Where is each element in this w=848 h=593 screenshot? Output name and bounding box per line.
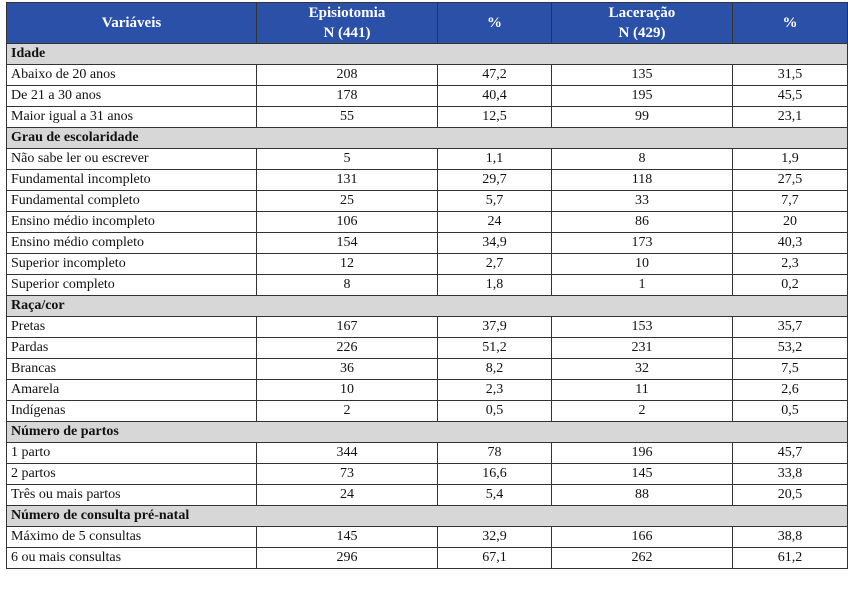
episiotomia-n: 5 xyxy=(257,149,438,170)
row-label: Indígenas xyxy=(7,401,257,422)
laceracao-n: 153 xyxy=(552,317,733,338)
laceracao-n: 262 xyxy=(552,548,733,569)
header-percent-laceracao: % xyxy=(733,3,848,44)
episiotomia-n: 208 xyxy=(257,65,438,86)
laceracao-percent: 27,5 xyxy=(733,170,848,191)
episiotomia-n: 55 xyxy=(257,107,438,128)
episiotomia-percent: 5,4 xyxy=(438,485,552,506)
row-label: Brancas xyxy=(7,359,257,380)
episiotomia-n: 8 xyxy=(257,275,438,296)
header-row xyxy=(7,3,848,44)
row-label: Fundamental incompleto xyxy=(7,170,257,191)
header-laceracao xyxy=(552,3,733,44)
laceracao-n: 231 xyxy=(552,338,733,359)
header-episiotomia xyxy=(257,3,438,44)
episiotomia-percent: 32,9 xyxy=(438,527,552,548)
table-row xyxy=(7,317,848,338)
episiotomia-percent: 47,2 xyxy=(438,65,552,86)
episiotomia-percent: 1,8 xyxy=(438,275,552,296)
episiotomia-percent: 34,9 xyxy=(438,233,552,254)
episiotomia-n: 2 xyxy=(257,401,438,422)
row-label: Amarela xyxy=(7,380,257,401)
row-label: Três ou mais partos xyxy=(7,485,257,506)
row-label: Maior igual a 31 anos xyxy=(7,107,257,128)
row-label: Pretas xyxy=(7,317,257,338)
table-body xyxy=(7,44,848,569)
laceracao-n: 10 xyxy=(552,254,733,275)
laceracao-n: 33 xyxy=(552,191,733,212)
laceracao-n: 135 xyxy=(552,65,733,86)
laceracao-percent: 31,5 xyxy=(733,65,848,86)
table-row xyxy=(7,233,848,254)
section-title: Raça/cor xyxy=(7,296,848,317)
episiotomia-n: 145 xyxy=(257,527,438,548)
row-label: De 21 a 30 anos xyxy=(7,86,257,107)
laceracao-n: 166 xyxy=(552,527,733,548)
laceracao-percent: 20 xyxy=(733,212,848,233)
laceracao-percent: 53,2 xyxy=(733,338,848,359)
section-row xyxy=(7,296,848,317)
laceracao-n: 8 xyxy=(552,149,733,170)
table-row xyxy=(7,107,848,128)
episiotomia-n: 154 xyxy=(257,233,438,254)
row-label: Não sabe ler ou escrever xyxy=(7,149,257,170)
section-title: Número de partos xyxy=(7,422,848,443)
laceracao-percent: 38,8 xyxy=(733,527,848,548)
table-row xyxy=(7,212,848,233)
episiotomia-n: 167 xyxy=(257,317,438,338)
laceracao-n: 173 xyxy=(552,233,733,254)
laceracao-n: 196 xyxy=(552,443,733,464)
episiotomia-n: 226 xyxy=(257,338,438,359)
header-percent-episiotomia: % xyxy=(438,3,552,44)
table-row xyxy=(7,275,848,296)
episiotomia-percent: 78 xyxy=(438,443,552,464)
row-label: Superior completo xyxy=(7,275,257,296)
laceracao-percent: 2,3 xyxy=(733,254,848,275)
laceracao-percent: 40,3 xyxy=(733,233,848,254)
laceracao-n: 2 xyxy=(552,401,733,422)
laceracao-n: 195 xyxy=(552,86,733,107)
row-label: Máximo de 5 consultas xyxy=(7,527,257,548)
laceracao-n: 99 xyxy=(552,107,733,128)
episiotomia-n: 106 xyxy=(257,212,438,233)
row-label: Ensino médio completo xyxy=(7,233,257,254)
laceracao-percent: 20,5 xyxy=(733,485,848,506)
header-laceracao-label: Laceração N (429) xyxy=(608,5,676,41)
row-label: Ensino médio incompleto xyxy=(7,212,257,233)
row-label: Fundamental completo xyxy=(7,191,257,212)
table-row xyxy=(7,527,848,548)
laceracao-n: 118 xyxy=(552,170,733,191)
episiotomia-percent: 2,3 xyxy=(438,380,552,401)
episiotomia-n: 178 xyxy=(257,86,438,107)
episiotomia-n: 131 xyxy=(257,170,438,191)
header-variaveis: Variáveis xyxy=(7,3,257,44)
table-row xyxy=(7,65,848,86)
laceracao-n: 86 xyxy=(552,212,733,233)
laceracao-n: 11 xyxy=(552,380,733,401)
table-row xyxy=(7,170,848,191)
section-row xyxy=(7,422,848,443)
laceracao-n: 32 xyxy=(552,359,733,380)
table-row xyxy=(7,485,848,506)
table-row xyxy=(7,359,848,380)
laceracao-n: 145 xyxy=(552,464,733,485)
table-row xyxy=(7,401,848,422)
laceracao-percent: 1,9 xyxy=(733,149,848,170)
table-row xyxy=(7,380,848,401)
row-label: Abaixo de 20 anos xyxy=(7,65,257,86)
episiotomia-percent: 24 xyxy=(438,212,552,233)
laceracao-percent: 35,7 xyxy=(733,317,848,338)
episiotomia-n: 36 xyxy=(257,359,438,380)
episiotomia-percent: 12,5 xyxy=(438,107,552,128)
data-table xyxy=(6,2,848,569)
episiotomia-percent: 16,6 xyxy=(438,464,552,485)
table-row xyxy=(7,254,848,275)
section-title: Idade xyxy=(7,44,848,65)
episiotomia-percent: 67,1 xyxy=(438,548,552,569)
episiotomia-n: 10 xyxy=(257,380,438,401)
section-title: Grau de escolaridade xyxy=(7,128,848,149)
table-row xyxy=(7,443,848,464)
row-label: 2 partos xyxy=(7,464,257,485)
episiotomia-percent: 2,7 xyxy=(438,254,552,275)
episiotomia-percent: 8,2 xyxy=(438,359,552,380)
episiotomia-percent: 51,2 xyxy=(438,338,552,359)
laceracao-n: 1 xyxy=(552,275,733,296)
table-row xyxy=(7,86,848,107)
row-label: 6 ou mais consultas xyxy=(7,548,257,569)
laceracao-percent: 2,6 xyxy=(733,380,848,401)
episiotomia-percent: 0,5 xyxy=(438,401,552,422)
episiotomia-percent: 1,1 xyxy=(438,149,552,170)
laceracao-percent: 33,8 xyxy=(733,464,848,485)
table-row xyxy=(7,464,848,485)
laceracao-percent: 45,5 xyxy=(733,86,848,107)
section-row xyxy=(7,44,848,65)
laceracao-n: 88 xyxy=(552,485,733,506)
episiotomia-percent: 37,9 xyxy=(438,317,552,338)
section-row xyxy=(7,506,848,527)
table-row xyxy=(7,191,848,212)
laceracao-percent: 23,1 xyxy=(733,107,848,128)
episiotomia-n: 73 xyxy=(257,464,438,485)
episiotomia-percent: 40,4 xyxy=(438,86,552,107)
episiotomia-n: 12 xyxy=(257,254,438,275)
table-row xyxy=(7,548,848,569)
row-label: Pardas xyxy=(7,338,257,359)
table-header xyxy=(7,3,848,44)
laceracao-percent: 0,2 xyxy=(733,275,848,296)
table-row xyxy=(7,338,848,359)
laceracao-percent: 0,5 xyxy=(733,401,848,422)
section-row xyxy=(7,128,848,149)
row-label: 1 parto xyxy=(7,443,257,464)
laceracao-percent: 61,2 xyxy=(733,548,848,569)
episiotomia-percent: 29,7 xyxy=(438,170,552,191)
episiotomia-n: 344 xyxy=(257,443,438,464)
episiotomia-n: 296 xyxy=(257,548,438,569)
table-row xyxy=(7,149,848,170)
row-label: Superior incompleto xyxy=(7,254,257,275)
header-episiotomia-label: Episiotomia N (441) xyxy=(308,5,386,41)
laceracao-percent: 7,7 xyxy=(733,191,848,212)
laceracao-percent: 7,5 xyxy=(733,359,848,380)
laceracao-percent: 45,7 xyxy=(733,443,848,464)
section-title: Número de consulta pré-natal xyxy=(7,506,848,527)
episiotomia-n: 25 xyxy=(257,191,438,212)
episiotomia-percent: 5,7 xyxy=(438,191,552,212)
episiotomia-n: 24 xyxy=(257,485,438,506)
